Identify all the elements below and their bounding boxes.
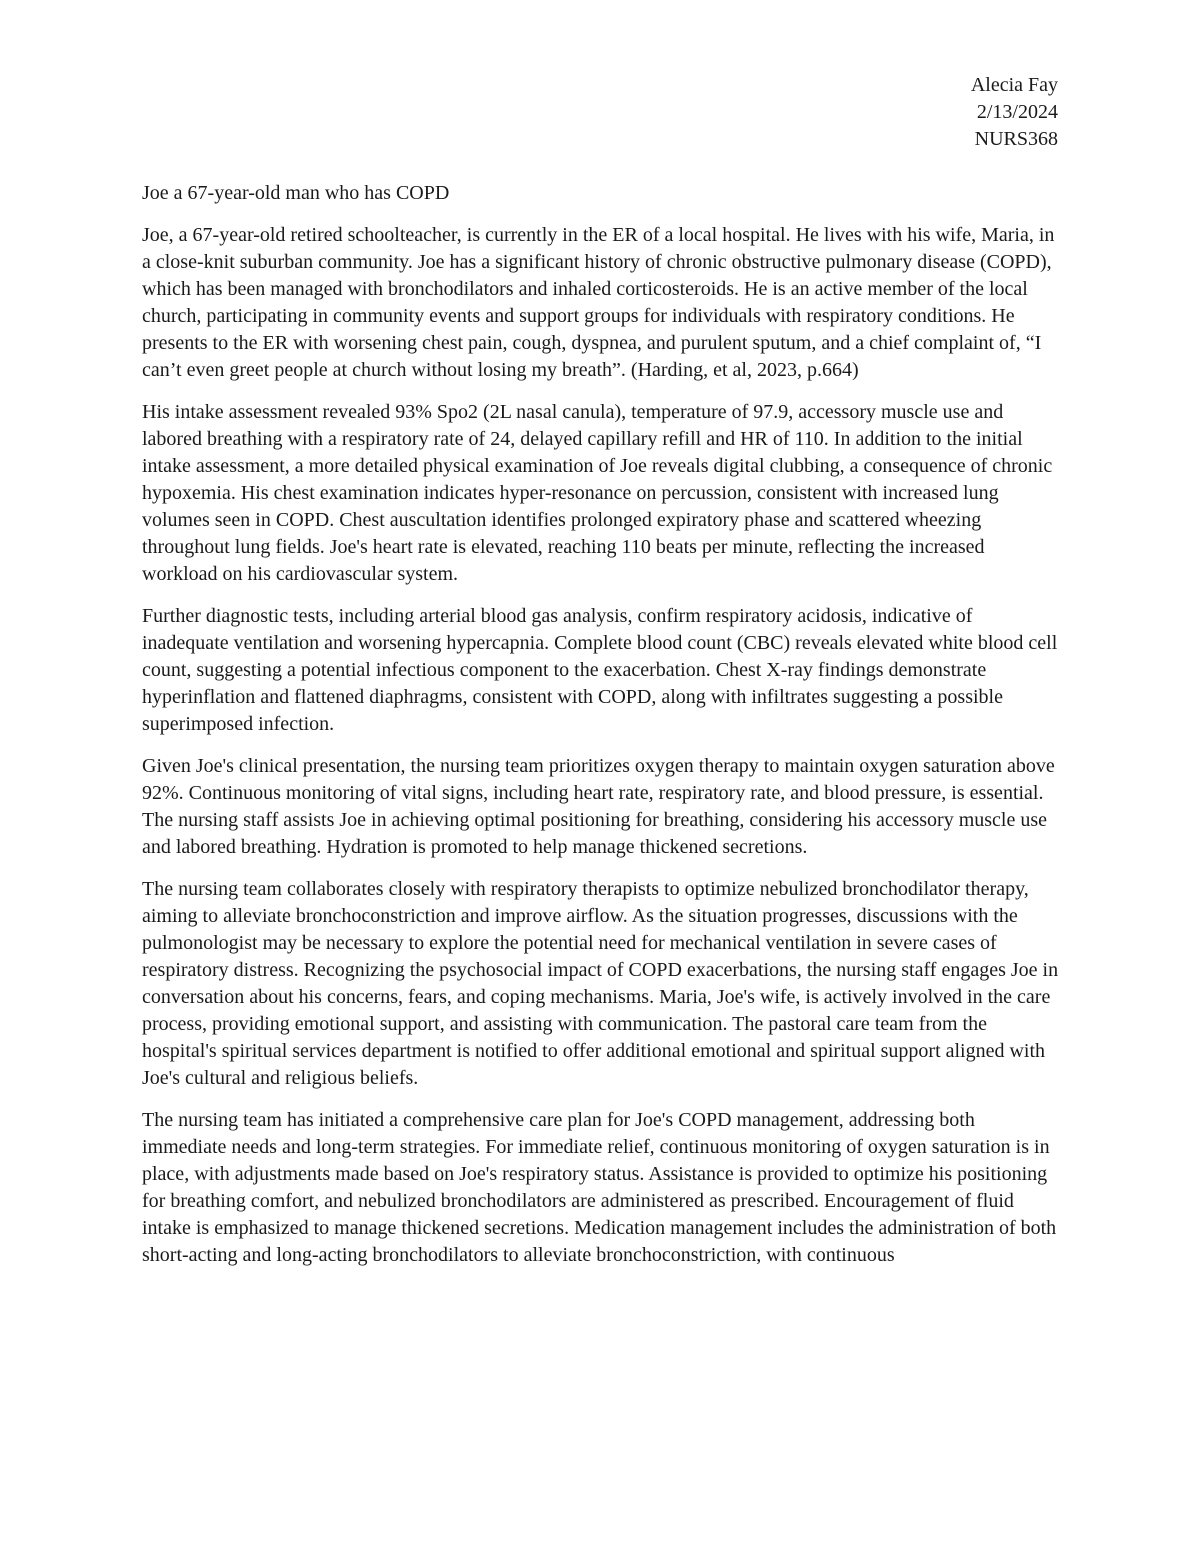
author-name: Alecia Fay [970, 74, 1058, 96]
header-block [971, 72, 1058, 153]
document-body [142, 180, 1062, 1284]
paragraph: Further diagnostic tests, including arterial blood gas analysis, confirm respiratory acidosis, indicative of inadequate ventilation and worsening hypercapnia. Complete blood count (CBC) reveals elevated white blood cell count, suggesting a potential infectious component to the exacerbation. Chest X-ray findings demonstrate hyperinflation and flattened diaphragms, consistent with COPD, along with infiltrates suggesting a possible superimposed infection. [142, 605, 1058, 735]
paragraph: The nursing team collaborates closely with respiratory therapists to optimize nebulized bronchodilator therapy, aiming to alleviate bronchoconstriction and improve airflow. As the situation progresses, discussions with the pulmonologist may be necessary to explore the potential need for mechanical ventilation in severe cases of respiratory distress. Recognizing the psychosocial impact of COPD exacerbations, the nursing staff engages Joe in conversation about his concerns, fears, and coping mechanisms. Maria, Joe's wife, is actively involved in the care process, providing emotional support, and assisting with communication. The pastoral care team from the hospital's spiritual services department is notified to offer additional emotional and spiritual support aligned with Joe's cultural and religious beliefs. [142, 878, 1059, 1089]
paragraph: Given Joe's clinical presentation, the nursing team prioritizes oxygen therapy to maintain oxygen saturation above 92%. Continuous monitoring of vital signs, including heart rate, respiratory rate, and blood pressure, is essential. The nursing staff assists Joe in achieving optimal positioning for breathing, considering his accessory muscle use and labored breathing. Hydration is promoted to help manage thickened secretions. [142, 755, 1055, 858]
paragraph: His intake assessment revealed 93% Spo2 (2L nasal canula), temperature of 97.9, accessory muscle use and labored breathing with a respiratory rate of 24, delayed capillary refill and HR of 110. In addition to the initial intake assessment, a more detailed physical examination of Joe reveals digital clubbing, a consequence of chronic hypoxemia. His chest examination indicates hyper-resonance on percussion, consistent with increased lung volumes seen in COPD. Chest auscultation identifies prolonged expiratory phase and scattered wheezing throughout lung fields. Joe's heart rate is elevated, reaching 110 beats per minute, reflecting the increased workload on his cardiovascular system. [142, 401, 1053, 585]
paragraph: Joe, a 67-year-old retired schoolteacher, is currently in the ER of a local hospital. He lives with his wife, Maria, in a close-knit suburban community. Joe has a significant history of chronic obstructive pulmonary disease (COPD), which has been managed with bronchodilators and inhaled corticosteroids. He is an active member of the local church, participating in community events and support groups for individuals with respiratory conditions. He presents to the ER with worsening chest pain, cough, dyspnea, and purulent sputum, and a chief complaint of, “I can’t even greet people at church without losing my breath”. (Harding, et al, 2023, p.664) [142, 224, 1055, 381]
document-title: Joe a 67-year-old man who has COPD [142, 182, 450, 204]
document-date: 2/13/2024 [976, 101, 1058, 123]
paragraph: The nursing team has initiated a comprehensive care plan for Joe's COPD management, addressing both immediate needs and long-term strategies. For immediate relief, continuous monitoring of oxygen saturation is in place, with adjustments made based on Joe's respiratory status. Assistance is provided to optimize his positioning for breathing comfort, and nebulized bronchodilators are administered as prescribed. Encouragement of fluid intake is emphasized to manage thickened secretions. Medication management includes the administration of both short-acting and long-acting bronchodilators to alleviate bronchoconstriction, with continuous [142, 1109, 1057, 1266]
course-code: NURS368 [974, 128, 1058, 150]
